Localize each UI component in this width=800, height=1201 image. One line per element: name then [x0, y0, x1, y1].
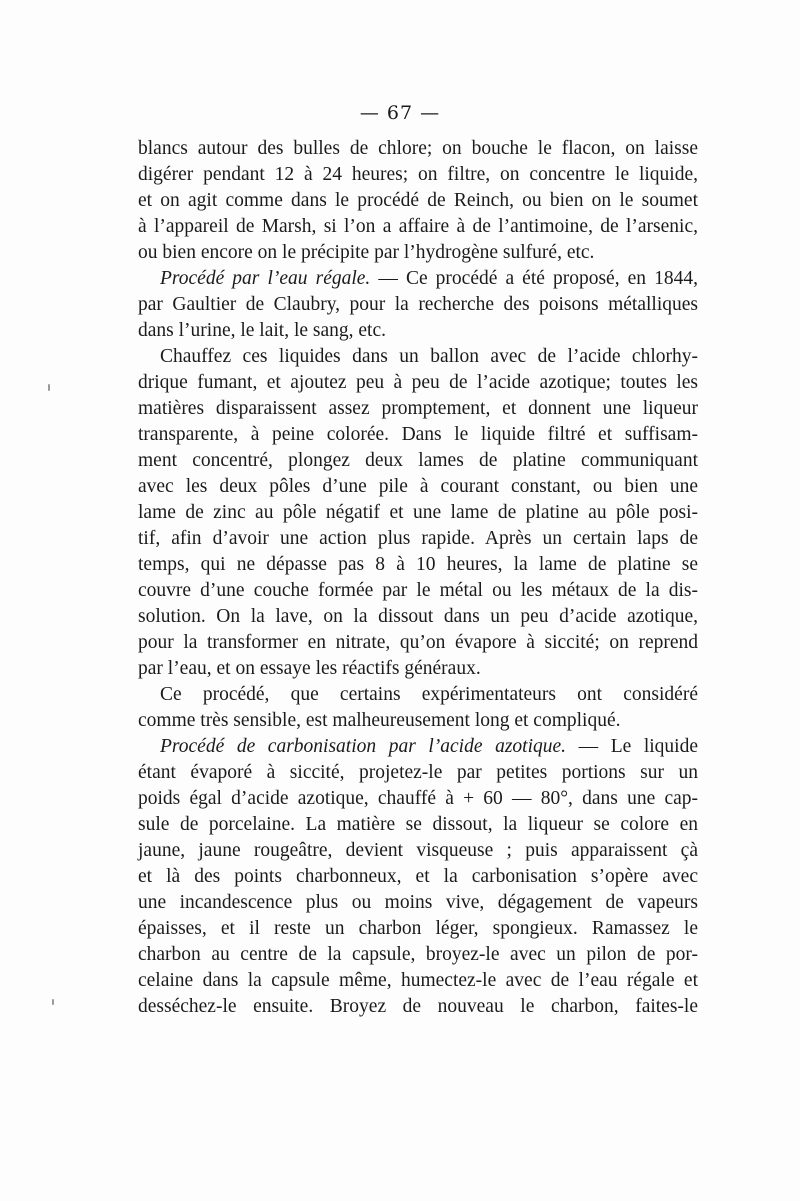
- section-heading-line: [138, 266, 698, 292]
- text-line: étant évaporé à siccité, projetez-le par petites portions sur un: [138, 762, 698, 783]
- text-line: ou bien encore on le précipite par l’hydrogène sulfuré, etc.: [138, 242, 595, 263]
- text-line: tif, afin d’avoir une action plus rapide. Après un certain laps de: [138, 528, 698, 549]
- text-line: pour la transformer en nitrate, qu’on évapore à siccité; on reprend: [138, 632, 698, 653]
- text-line: blancs autour des bulles de chlore; on bouche le flacon, on laisse: [138, 138, 698, 159]
- text-line: épaisses, et il reste un charbon léger, spongieux. Ramassez le: [138, 918, 698, 939]
- page-number: — 67 —: [359, 102, 441, 124]
- text-line: transparente, à peine colorée. Dans le liquide filtré et suffisam-: [138, 424, 698, 445]
- text-line: sule de porcelaine. La matière se dissout, la liqueur se colore en: [138, 814, 698, 835]
- text-line: solution. On la lave, on la dissout dans un peu d’acide azotique,: [138, 606, 698, 627]
- text-line: desséchez-le ensuite. Broyez de nouveau le charbon, faites-le: [138, 996, 698, 1017]
- text-line: drique fumant, et ajoutez peu à peu de l’acide azotique; toutes les: [138, 372, 698, 393]
- text-line: avec les deux pôles d’une pile à courant constant, ou bien une: [138, 476, 698, 497]
- text-line: par Gaultier de Claubry, pour la recherche des poisons métalliques: [138, 294, 698, 315]
- text-line: dans l’urine, le lait, le sang, etc.: [138, 320, 386, 341]
- text-line: et là des points charbonneux, et la carbonisation s’opère avec: [138, 866, 698, 887]
- section-title: Procédé par l’eau régale.: [160, 268, 371, 289]
- text-line: jaune, jaune rougeâtre, devient visqueuse ; puis apparaissent çà: [138, 840, 698, 861]
- text-line: à l’appareil de Marsh, si l’on a affaire à de l’antimoine, de l’arsenic,: [138, 216, 698, 237]
- text-line: comme très sensible, est malheureusement long et compliqué.: [138, 710, 621, 731]
- text-line: temps, qui ne dépasse pas 8 à 10 heures, la lame de platine se: [138, 554, 698, 575]
- text-line: une incandescence plus ou moins vive, dégagement de vapeurs: [138, 892, 698, 913]
- text-line: couvre d’une couche formée par le métal ou les métaux de la dis-: [138, 580, 698, 601]
- section-title: Procédé de carbonisation par l’acide azotique.: [160, 736, 567, 757]
- text-line: et on agit comme dans le procédé de Reinch, ou bien on le soumet: [138, 190, 698, 211]
- text-line: charbon au centre de la capsule, broyez-le avec un pilon de por-: [138, 944, 698, 965]
- scan-speck: [52, 999, 54, 1005]
- text-line: par l’eau, et on essaye les réactifs généraux.: [138, 658, 481, 679]
- text-line: matières disparaissent assez promptement, et donnent une liqueur: [138, 398, 698, 419]
- section-heading-line: [138, 734, 698, 760]
- text-line: celaine dans la capsule même, humectez-le avec de l’eau régale et: [138, 970, 698, 991]
- text-fragment: — Ce procédé a été proposé, en 1844,: [378, 268, 698, 289]
- text-line: digérer pendant 12 à 24 heures; on filtre, on concentre le liquide,: [138, 164, 698, 185]
- text-line: poids égal d’acide azotique, chauffé à + 60 — 80°, dans une cap-: [138, 788, 698, 809]
- scan-speck: [48, 384, 50, 391]
- text-line: lame de zinc au pôle négatif et une lame de platine au pôle posi-: [138, 502, 698, 523]
- text-line: Ce procédé, que certains expérimentateurs ont considéré: [160, 684, 698, 705]
- text-fragment: — Le liquide: [578, 736, 698, 757]
- text-line: ment concentré, plongez deux lames de platine communiquant: [138, 450, 698, 471]
- text-line: Chauffez ces liquides dans un ballon avec de l’acide chlorhy-: [160, 346, 698, 367]
- body-text: [138, 136, 698, 1020]
